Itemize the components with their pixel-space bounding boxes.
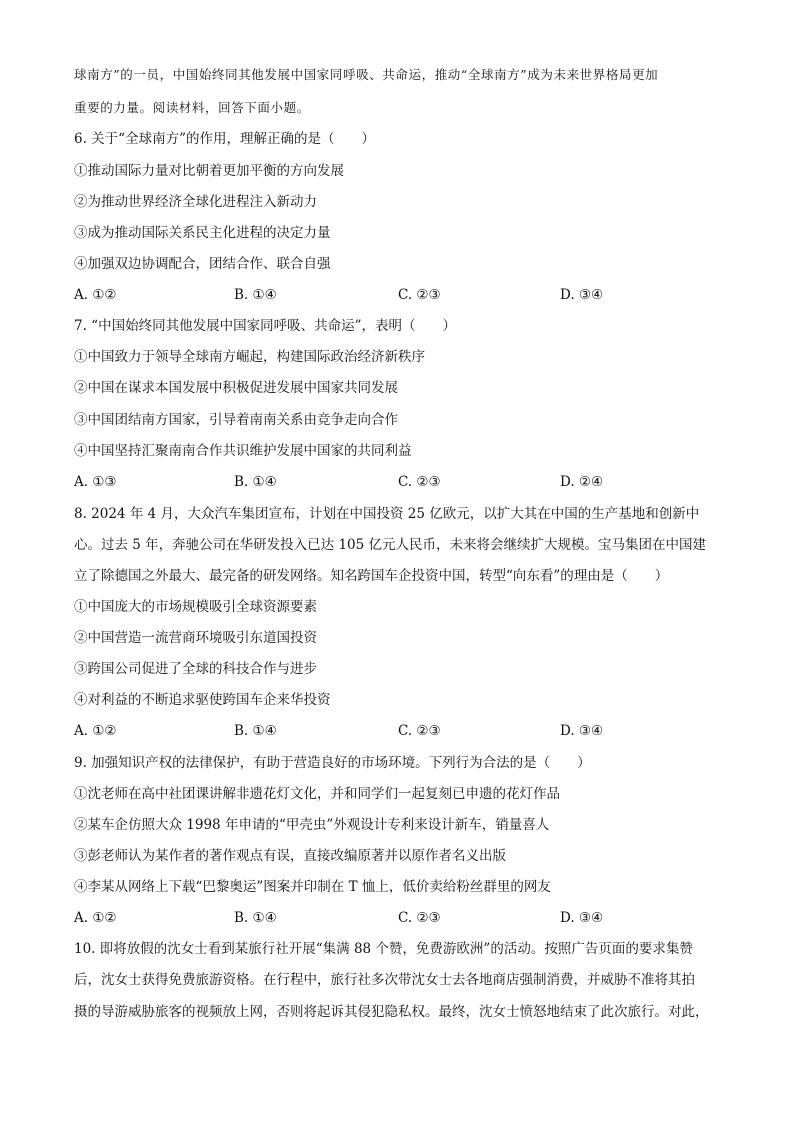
question-8-options bbox=[74, 722, 714, 740]
question-6-option-c: C. ②③ bbox=[398, 287, 441, 303]
question-8-option-b: B. ①④ bbox=[234, 723, 277, 739]
question-7-stem: 7. “中国始终同其他发展中国家同呼吸、共命运”，表明（ ） bbox=[74, 318, 456, 334]
question-7-options bbox=[74, 473, 714, 491]
question-7-statement-2: ②中国在谋求本国发展中积极促进发展中国家共同发展 bbox=[74, 380, 398, 396]
question-9-option-d: D. ③④ bbox=[560, 910, 604, 926]
question-6-option-b: B. ①④ bbox=[234, 287, 277, 303]
question-9-statement-4: ④李某从网络上下载“巴黎奥运”图案并印制在 T 恤上，低价卖给粉丝群里的网友 bbox=[74, 879, 551, 895]
question-6-statement-3: ③成为推动国际关系民主化进程的决定力量 bbox=[74, 225, 331, 241]
question-8-option-a: A. ①② bbox=[74, 723, 117, 739]
question-8-statement-4: ④对利益的不断追求驱使跨国车企来华投资 bbox=[74, 692, 331, 708]
question-7-option-d: D. ②④ bbox=[560, 474, 604, 490]
question-6-statement-1: ①推动国际力量对比朝着更加平衡的方向发展 bbox=[74, 163, 344, 179]
question-7-statement-1: ①中国致力于领导全球南方崛起，构建国际政治经济新秩序 bbox=[74, 349, 425, 365]
question-9-options bbox=[74, 909, 714, 927]
question-9-option-a: A. ①② bbox=[74, 910, 117, 926]
question-8-option-c: C. ②③ bbox=[398, 723, 441, 739]
question-8-stem-line-2: 心。过去 5 年，奔驰公司在华研发投入已达 105 亿元人民币，未来将会继续扩大规模。宝马集团在中国建 bbox=[74, 537, 707, 553]
question-6-options bbox=[74, 286, 714, 304]
question-8-stem-line-3: 立了除德国之外最大、最完备的研发网络。知名跨国车企投资中国，转型“向东看”的理由是（ ） bbox=[74, 568, 669, 584]
question-7-option-a: A. ①③ bbox=[74, 474, 117, 490]
question-7-option-b: B. ①④ bbox=[234, 474, 277, 490]
question-6-statement-4: ④加强双边协调配合，团结合作、联合自强 bbox=[74, 256, 331, 272]
question-8-statement-3: ③跨国公司促进了全球的科技合作与进步 bbox=[74, 661, 317, 677]
question-9-statement-3: ③彭老师认为某作者的著作观点有误，直接改编原著并以原作者名义出版 bbox=[74, 848, 506, 864]
question-9-statement-2: ②某车企仿照大众 1998 年申请的“甲壳虫”外观设计专利来设计新车，销量喜人 bbox=[74, 817, 550, 833]
question-7-statement-3: ③中国团结南方国家，引导着南南关系由竞争走向合作 bbox=[74, 412, 398, 428]
question-7-statement-4: ④中国坚持汇聚南南合作共识维护发展中国家的共同利益 bbox=[74, 443, 412, 459]
question-9-option-b: B. ①④ bbox=[234, 910, 277, 926]
question-8-stem-line-1: 8. 2024 年 4 月，大众汽车集团宣布，计划在中国投资 25 亿欧元，以扩大其在中国的生产基地和创新中 bbox=[74, 506, 700, 522]
question-10-stem-line-3: 摄的导游威胁旅客的视频放上网，否则将起诉其侵犯隐私权。最终，沈女士愤怒地结束了此次旅行。对此， bbox=[74, 1004, 709, 1020]
question-6-stem: 6. 关于“全球南方”的作用，理解正确的是（ ） bbox=[74, 131, 375, 147]
intro-line-1: 球南方”的一员，中国始终同其他发展中国家同呼吸、共命运，推动“全球南方”成为未来世界格局更加 bbox=[74, 67, 659, 82]
question-10-stem-line-1: 10. 即将放假的沈女士看到某旅行社开展“集满 88 个赞，免费游欧洲”的活动。按照广告页面的要求集赞 bbox=[74, 941, 693, 957]
question-9-statement-1: ①沈老师在高中社团课讲解非遗花灯文化，并和同学们一起复刻已申遗的花灯作品 bbox=[74, 786, 560, 802]
question-7-option-c: C. ②③ bbox=[398, 474, 441, 490]
question-9-option-c: C. ②③ bbox=[398, 910, 441, 926]
question-8-statement-1: ①中国庞大的市场规模吸引全球资源要素 bbox=[74, 599, 317, 615]
question-8-statement-2: ②中国营造一流营商环境吸引东道国投资 bbox=[74, 630, 317, 646]
question-8-option-d: D. ③④ bbox=[560, 723, 604, 739]
question-10-stem-line-2: 后，沈女士获得免费旅游资格。在行程中，旅行社多次带沈女士去各地商店强制消费，并威胁不准将其拍 bbox=[74, 972, 695, 988]
question-6-option-d: D. ③④ bbox=[560, 287, 604, 303]
question-6-option-a: A. ①② bbox=[74, 287, 117, 303]
question-6-statement-2: ②为推动世界经济全球化进程注入新动力 bbox=[74, 194, 317, 210]
question-9-stem: 9. 加强知识产权的法律保护，有助于营造良好的市场环境。下列行为合法的是（ ） bbox=[74, 755, 591, 771]
intro-line-2: 重要的力量。阅读材料，回答下面小题。 bbox=[74, 100, 310, 115]
